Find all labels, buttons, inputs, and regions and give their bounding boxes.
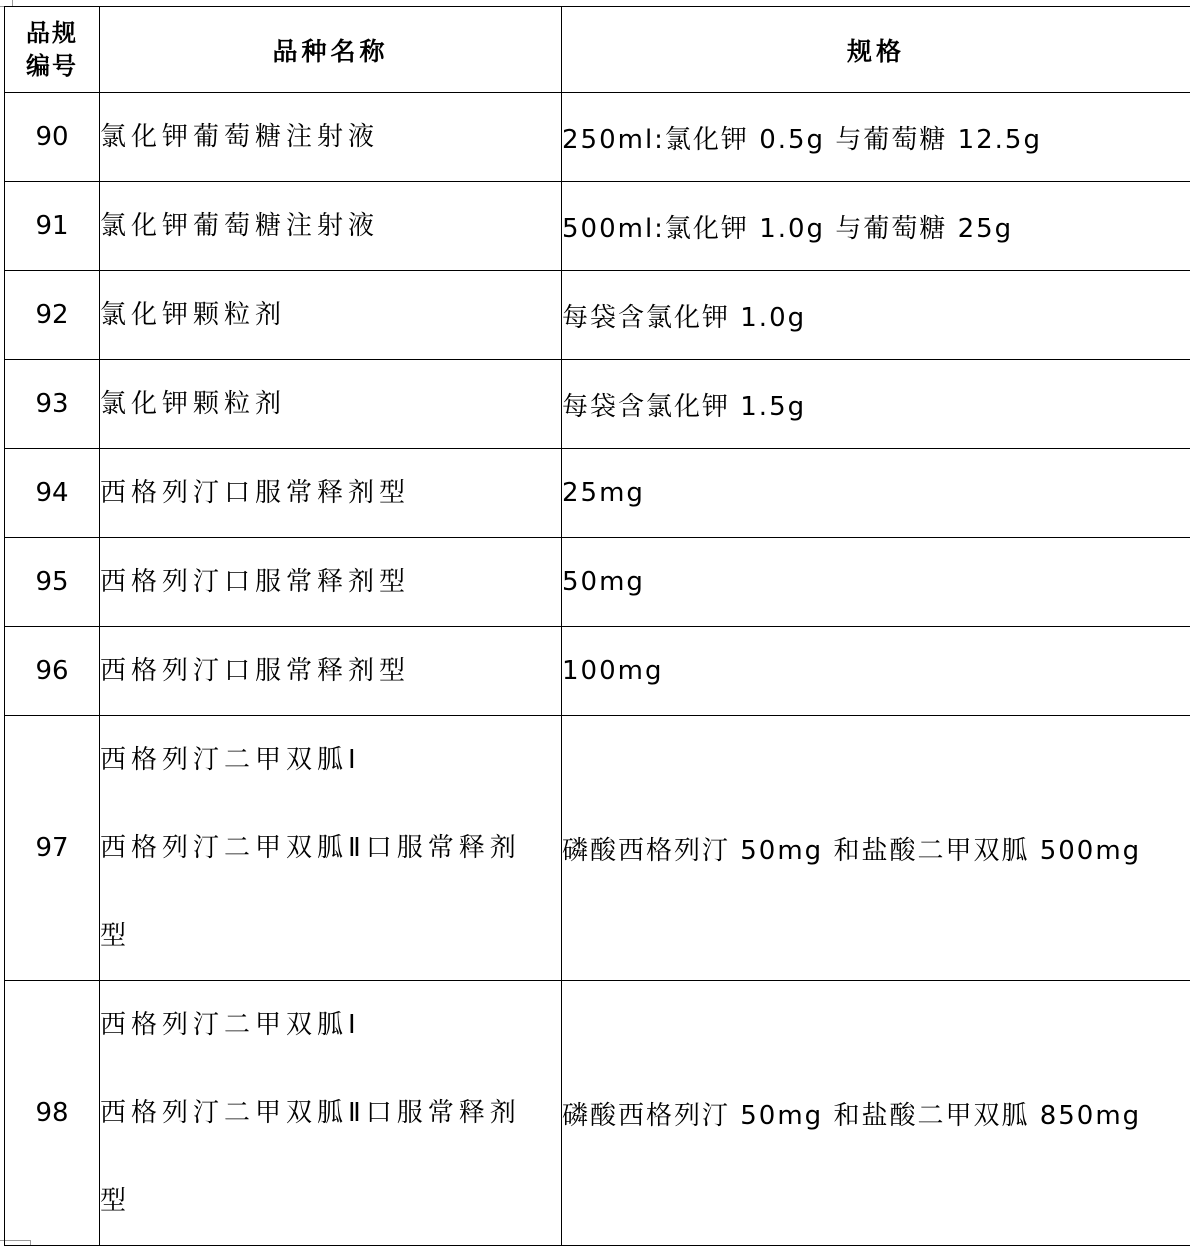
- cell-code: 90: [5, 93, 100, 182]
- table-row: [5, 360, 1190, 449]
- table-body: [5, 93, 1190, 1246]
- cell-spec: 每袋含氯化钾 1.5g: [562, 360, 1190, 449]
- cell-name-line: 西格列汀二甲双胍Ⅰ: [100, 745, 361, 775]
- cell-name-line: 西格列汀口服常释剂型: [100, 567, 411, 597]
- cell-spec: 每袋含氯化钾 1.0g: [562, 271, 1190, 360]
- cell-name-line: 氯化钾葡萄糖注射液: [100, 211, 380, 241]
- table-row: [5, 182, 1190, 271]
- cell-name-line: 氯化钾颗粒剂: [100, 389, 287, 419]
- cell-code: 97: [5, 716, 100, 981]
- cell-name-line: 型: [100, 1186, 132, 1216]
- cell-spec: 250ml:氯化钾 0.5g 与葡萄糖 12.5g: [562, 93, 1190, 182]
- table-row: [5, 271, 1190, 360]
- cell-code: 98: [5, 981, 100, 1246]
- cell-name-line: 西格列汀口服常释剂型: [100, 656, 411, 686]
- cell-name-line: 氯化钾葡萄糖注射液: [100, 122, 380, 152]
- table-row: [5, 93, 1190, 182]
- header-code-line1: 品规: [26, 18, 78, 47]
- cell-name: [100, 538, 562, 627]
- header-spec: 规格: [562, 7, 1190, 93]
- table-row: [5, 981, 1190, 1246]
- cell-code: 94: [5, 449, 100, 538]
- drug-spec-table: [4, 6, 1190, 1246]
- cell-name-line: 西格列汀二甲双胍Ⅰ: [100, 1010, 361, 1040]
- header-code-line2: 编号: [26, 51, 78, 80]
- table-row: [5, 716, 1190, 981]
- cell-name: [100, 981, 562, 1246]
- cell-name-line: 西格列汀口服常释剂型: [100, 478, 411, 508]
- cell-spec: 500ml:氯化钾 1.0g 与葡萄糖 25g: [562, 182, 1190, 271]
- header-name: 品种名称: [100, 7, 562, 93]
- table-row: [5, 449, 1190, 538]
- cell-code: 92: [5, 271, 100, 360]
- cell-code: 95: [5, 538, 100, 627]
- cell-name: [100, 93, 562, 182]
- cell-name: [100, 716, 562, 981]
- cell-name-line: 西格列汀二甲双胍Ⅱ口服常释剂: [100, 833, 521, 863]
- cell-name: [100, 627, 562, 716]
- cell-name-line: 西格列汀二甲双胍Ⅱ口服常释剂: [100, 1098, 521, 1128]
- table-row: [5, 627, 1190, 716]
- cell-name: [100, 182, 562, 271]
- cell-spec: 磷酸西格列汀 50mg 和盐酸二甲双胍 500mg: [562, 716, 1190, 981]
- table-row: [5, 538, 1190, 627]
- cell-name-line: 型: [100, 921, 132, 951]
- cell-code: 91: [5, 182, 100, 271]
- cell-name-line: 氯化钾颗粒剂: [100, 300, 287, 330]
- cell-name: [100, 271, 562, 360]
- header-code: [5, 7, 100, 93]
- cell-spec: 100mg: [562, 627, 1190, 716]
- table-header-row: [5, 7, 1190, 93]
- cell-spec: 50mg: [562, 538, 1190, 627]
- cell-spec: 磷酸西格列汀 50mg 和盐酸二甲双胍 850mg: [562, 981, 1190, 1246]
- cell-name: [100, 360, 562, 449]
- cell-spec: 25mg: [562, 449, 1190, 538]
- cell-code: 93: [5, 360, 100, 449]
- cell-code: 96: [5, 627, 100, 716]
- cell-name: [100, 449, 562, 538]
